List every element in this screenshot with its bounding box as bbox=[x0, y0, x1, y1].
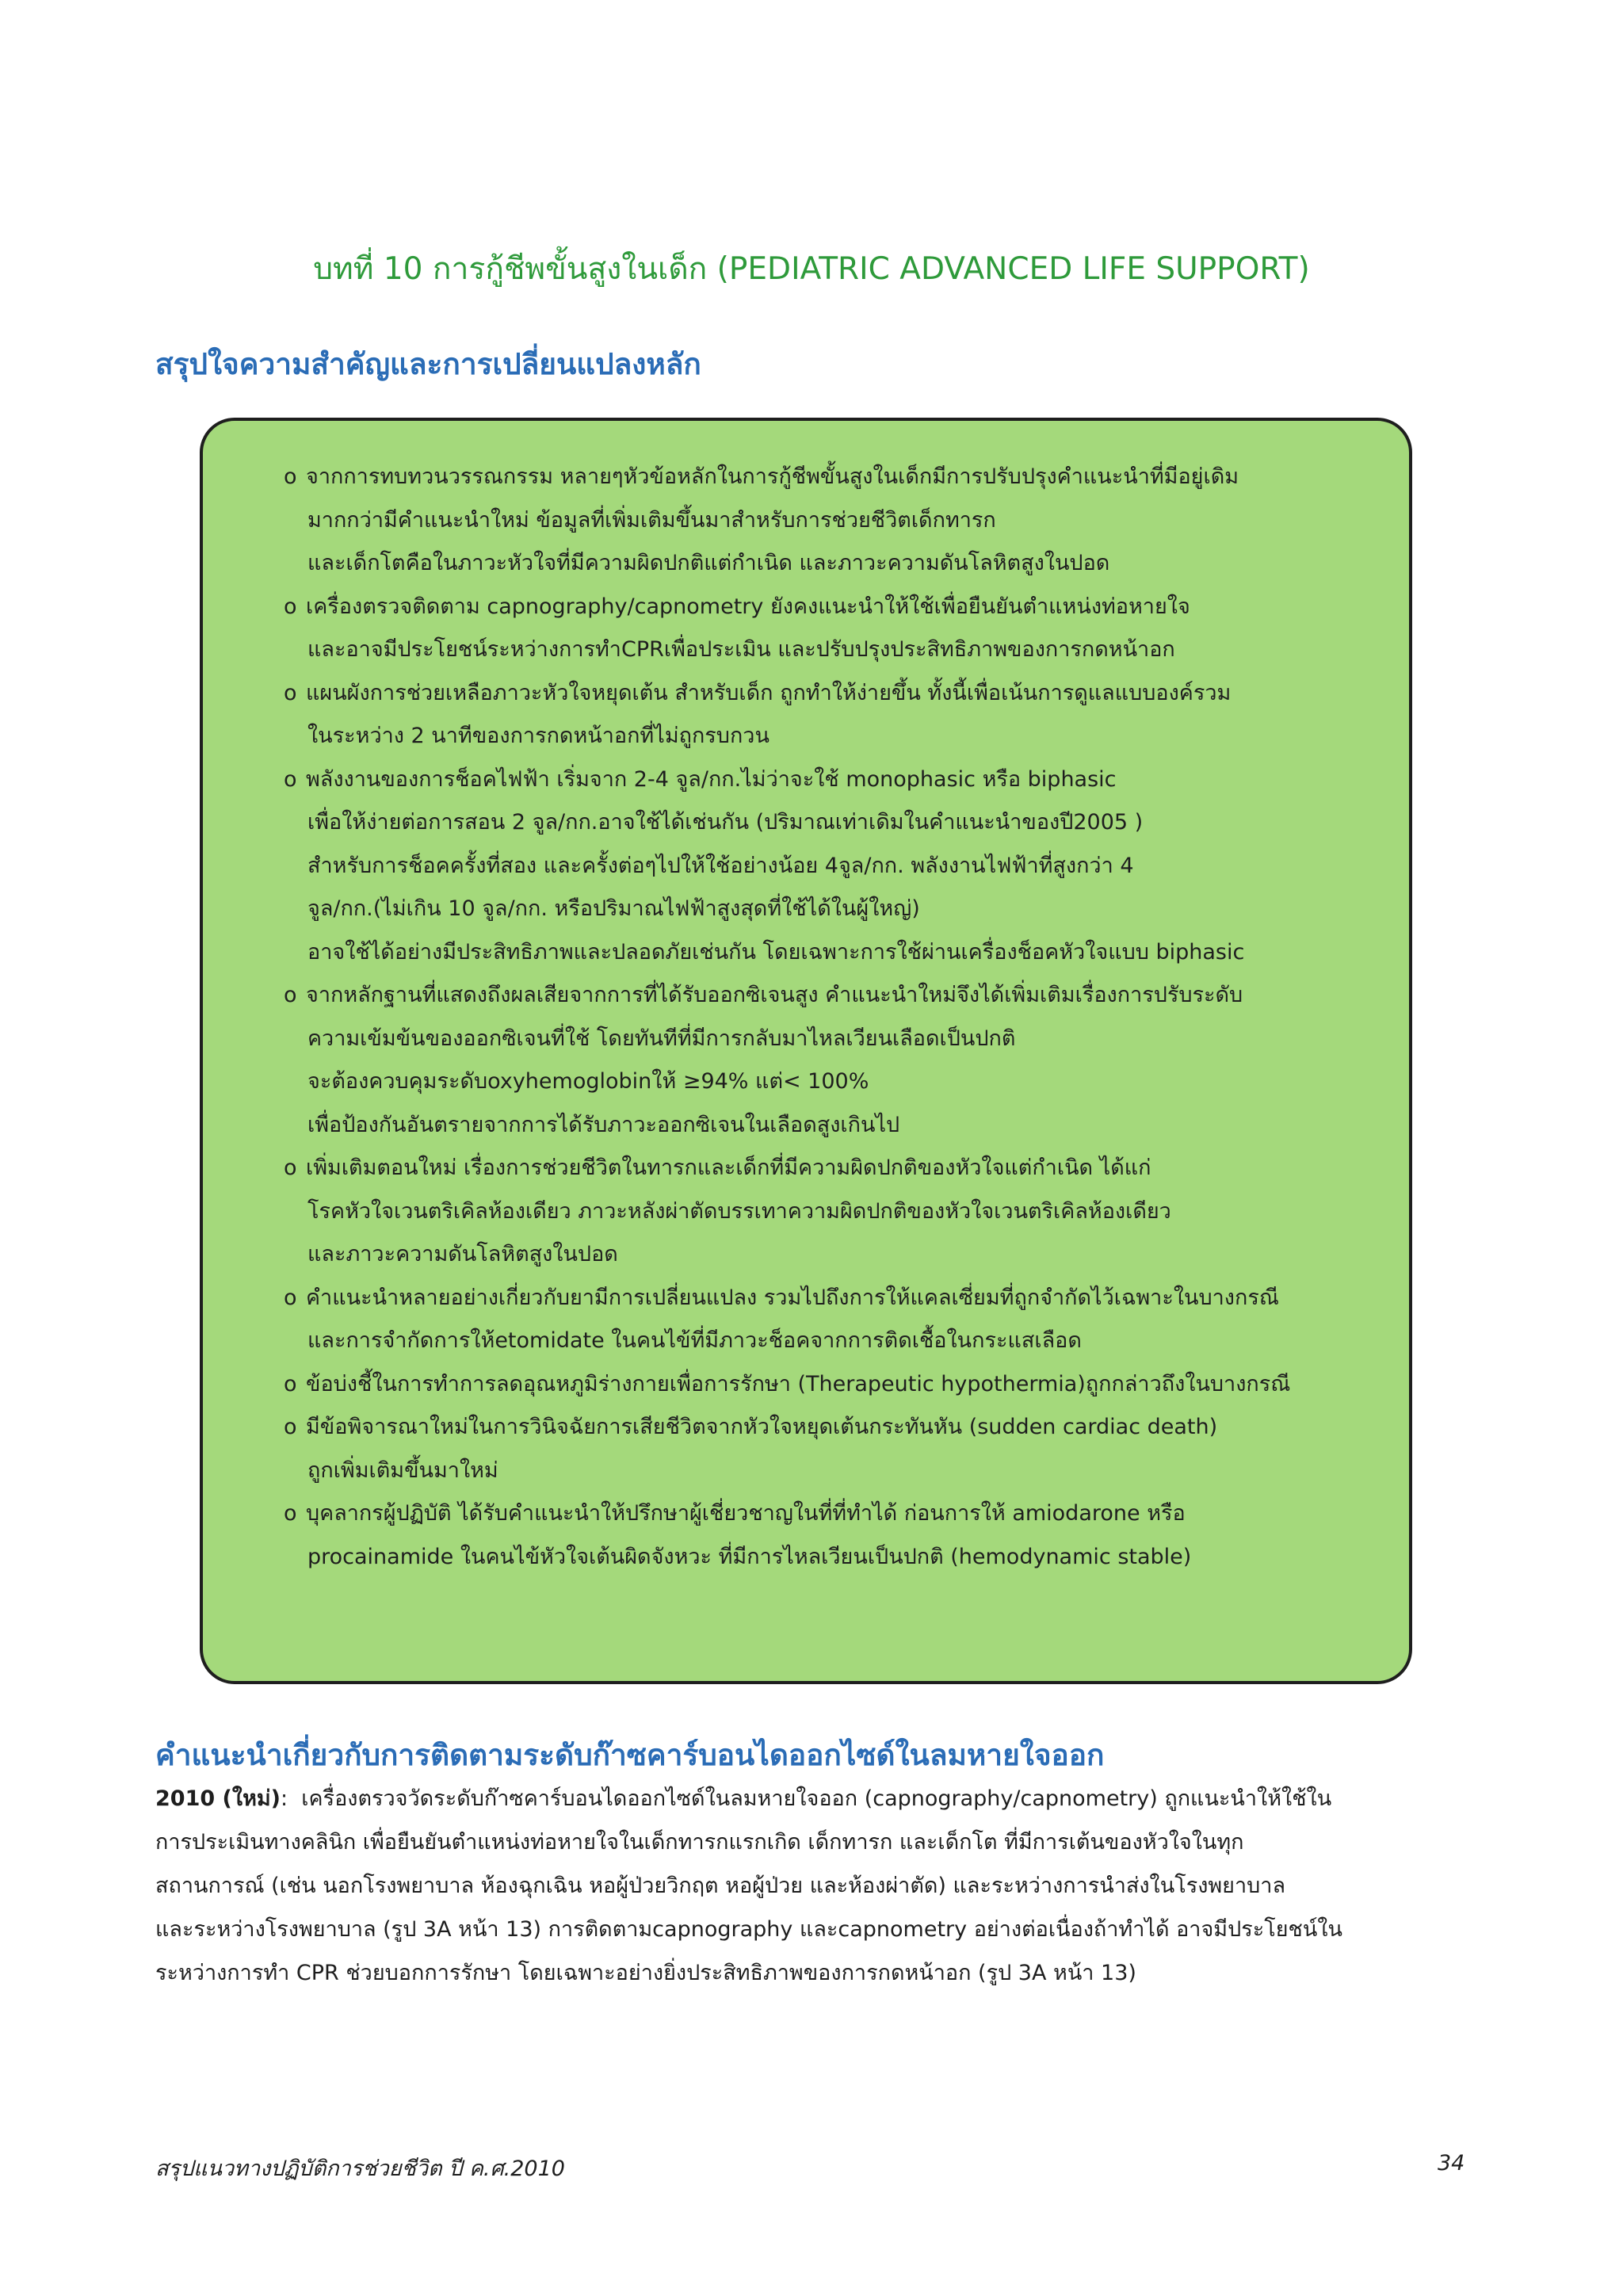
bullet-line: ความเข้มข้นของออกซิเจนที่ใช้ โดยทันทีที่มีการกลับมาไหลเวียนเลือดเป็นปกติ bbox=[307, 1026, 1016, 1051]
bullet-line: มากกว่ามีคำแนะนำใหม่ ข้อมูลที่เพิ่มเติมขึ้นมาสำหรับการช่วยชีวิตเด็กทารก bbox=[307, 507, 996, 533]
footer-title: สรุปแนวทางปฏิบัติการช่วยชีวิต ปี ค.ศ.2010 bbox=[155, 2157, 565, 2181]
bullet-marker-icon: o bbox=[284, 1156, 297, 1180]
bullet-line: อาจใช้ได้อย่างมีประสิทธิภาพและปลอดภัยเช่นกัน โดยเฉพาะการใช้ผ่านเครื่องช็อคหัวใจแบบ biphasic bbox=[307, 939, 1245, 965]
bullet-line: procainamide ในคนไข้หัวใจเต้นผิดจังหวะ ที่มีการไหลเวียนเป็นปกติ (hemodynamic stable) bbox=[307, 1544, 1192, 1569]
bullet-line: ข้อบ่งชี้ในการทำการลดอุณหภูมิร่างกายเพื่อการรักษา (Therapeutic hypothermia)ถูกกล่าวถึงในบางกรณี bbox=[306, 1371, 1291, 1396]
bullet-line: และภาวะความดันโลหิตสูงในปอด bbox=[307, 1242, 618, 1266]
bullet-line: และการจำกัดการให้etomidate ในคนไข้ที่มีภาวะช็อคจากการติดเชื้อในกระแสเลือด bbox=[307, 1328, 1082, 1353]
summary-bullet bbox=[284, 1492, 1393, 1579]
summary-bullet bbox=[284, 1147, 1393, 1277]
paragraph-line: การประเมินทางคลินิก เพื่อยืนยันตำแหน่งท่อหายใจในเด็กทารกแรกเกิด เด็กทารก และเด็กโต ที่มีการเต้นของหัวใจในทุก bbox=[155, 1830, 1244, 1855]
paragraph-line: สถานการณ์ (เช่น นอกโรงพยาบาล ห้องฉุกเฉิน หอผู้ป่วยวิกฤต หอผู้ป่วย และห้องผ่าตัด) และระหว่างการนำส่งในโรงพยาบาล bbox=[155, 1874, 1286, 1898]
paragraph-line: เครื่องตรวจวัดระดับก๊าซคาร์บอนไดออกไซด์ในลมหายใจออก (capnography/capnometry) ถูกแนะนำให้ใช้ใน bbox=[301, 1786, 1332, 1811]
bullet-line: โรคหัวใจเวนตริเคิลห้องเดียว ภาวะหลังผ่าตัดบรรเทาความผิดปกติของหัวใจเวนตริเคิลห้องเดียว bbox=[307, 1198, 1171, 1224]
recommendation-separator: : bbox=[281, 1786, 302, 1811]
bullet-marker-icon: o bbox=[284, 983, 297, 1007]
bullet-marker-icon: o bbox=[284, 464, 297, 489]
bullet-line: แผนผังการช่วยเหลือภาวะหัวใจหยุดเต้น สำหรับเด็ก ถูกทำให้ง่ายขึ้น ทั้งนี้เพื่อเน้นการดูแลแบบองค์รวม bbox=[306, 680, 1232, 705]
summary-bullet bbox=[284, 456, 1393, 586]
bullet-line: ถูกเพิ่มเติมขึ้นมาใหม่ bbox=[307, 1457, 498, 1483]
summary-bullet-list bbox=[284, 456, 1393, 1579]
summary-heading: สรุปใจความสำคัญและการเปลี่ยนแปลงหลัก bbox=[155, 347, 701, 381]
page-number: 34 bbox=[1438, 2151, 1465, 2176]
bullet-line: จะต้องควบคุมระดับoxyhemoglobinให้ ≥94% แต่< 100% bbox=[307, 1069, 869, 1094]
summary-bullet bbox=[284, 1363, 1393, 1407]
capnography-paragraph bbox=[155, 1777, 1503, 1995]
bullet-line: บุคลากรผู้ปฏิบัติ ได้รับคำแนะนำให้ปรึกษาผู้เชี่ยวชาญในที่ที่ทำได้ ก่อนการให้ amiodarone หรือ bbox=[306, 1501, 1186, 1526]
paragraph-line: และระหว่างโรงพยาบาล (รูป 3A หน้า 13) การติดตามcapnography และcapnometry อย่างต่อเนื่องถ้าทำได้ อาจมีประโยชน์ใน bbox=[155, 1917, 1342, 1942]
bullet-marker-icon: o bbox=[284, 1285, 297, 1310]
bullet-line: จากการทบทวนวรรณกรรม หลายๆหัวข้อหลักในการกู้ชีพขั้นสูงในเด็กมีการปรับปรุงคำแนะนำที่มีอยู่เดิม bbox=[306, 464, 1239, 489]
bullet-marker-icon: o bbox=[284, 766, 297, 792]
summary-bullet bbox=[284, 1277, 1393, 1363]
recommendation-year-label: 2010 (ใหม่) bbox=[155, 1786, 281, 1811]
bullet-line: เพิ่มเติมตอนใหม่ เรื่องการช่วยชีวิตในทารกและเด็กที่มีความผิดปกติของหัวใจแต่กำเนิด ได้แก่ bbox=[306, 1156, 1151, 1180]
bullet-line: เพื่อให้ง่ายต่อการสอน 2 จูล/กก.อาจใช้ได้เช่นกัน (ปริมาณเท่าเดิมในคำแนะนำของปี2005 ) bbox=[307, 810, 1144, 835]
summary-bullet bbox=[284, 586, 1393, 672]
bullet-marker-icon: o bbox=[284, 1415, 297, 1439]
paragraph-first-line bbox=[155, 1777, 1503, 1820]
bullet-line: เครื่องตรวจติดตาม capnography/capnometry ยังคงแนะนำให้ใช้เพื่อยืนยันตำแหน่งท่อหายใจ bbox=[306, 594, 1190, 619]
bullet-marker-icon: o bbox=[284, 594, 297, 619]
summary-box bbox=[200, 418, 1412, 1684]
bullet-line: คำแนะนำหลายอย่างเกี่ยวกับยามีการเปลี่ยนแปลง รวมไปถึงการให้แคลเซี่ยมที่ถูกจำกัดไว้เฉพาะในบางกรณี bbox=[306, 1285, 1279, 1310]
bullet-line: จากหลักฐานที่แสดงถึงผลเสียจากการที่ได้รับออกซิเจนสูง คำแนะนำใหม่จึงได้เพิ่มเติมเรื่องการปรับระดับ bbox=[306, 983, 1243, 1007]
bullet-line: พลังงานของการช็อคไฟฟ้า เริ่มจาก 2-4 จูล/กก.ไม่ว่าจะใช้ monophasic หรือ biphasic bbox=[306, 766, 1117, 792]
bullet-line: จูล/กก.(ไม่เกิน 10 จูล/กก. หรือปริมาณไฟฟ้าสูงสุดที่ใช้ได้ในผู้ใหญ่) bbox=[307, 896, 920, 921]
bullet-marker-icon: o bbox=[284, 1501, 297, 1526]
summary-bullet bbox=[284, 1406, 1393, 1492]
paragraph-line: ระหว่างการทำ CPR ช่วยบอกการรักษา โดยเฉพาะอย่างยิ่งประสิทธิภาพของการกดหน้าอก (รูป 3A หน้า 13) bbox=[155, 1961, 1136, 1985]
capnography-heading: คำแนะนำเกี่ยวกับการติดตามระดับก๊าซคาร์บอนไดออกไซด์ในลมหายใจออก bbox=[155, 1738, 1105, 1772]
bullet-marker-icon: o bbox=[284, 1371, 297, 1396]
bullet-marker-icon: o bbox=[284, 680, 297, 705]
summary-bullet bbox=[284, 974, 1393, 1147]
chapter-title: บทที่ 10 การกู้ชีพขั้นสูงในเด็ก (PEDIATRIC ADVANCED LIFE SUPPORT) bbox=[313, 251, 1310, 287]
bullet-line: ในระหว่าง 2 นาทีของการกดหน้าอกที่ไม่ถูกรบกวน bbox=[307, 724, 769, 748]
bullet-line: และเด็กโตคือในภาวะหัวใจที่มีความผิดปกติแต่กำเนิด และภาวะความดันโลหิตสูงในปอด bbox=[307, 551, 1110, 575]
bullet-line: และอาจมีประโยชน์ระหว่างการทำCPRเพื่อประเมิน และปรับปรุงประสิทธิภาพของการกดหน้าอก bbox=[307, 637, 1175, 662]
summary-bullet bbox=[284, 758, 1393, 975]
bullet-line: เพื่อป้องกันอันตรายจากการได้รับภาวะออกซิเจนในเลือดสูงเกินไป bbox=[307, 1112, 900, 1137]
summary-bullet bbox=[284, 672, 1393, 758]
bullet-line: สำหรับการช็อคครั้งที่สอง และครั้งต่อๆไปให้ใช้อย่างน้อย 4จูล/กก. พลังงานไฟฟ้าที่สูงกว่า 4 bbox=[307, 853, 1134, 878]
bullet-line: มีข้อพิจารณาใหม่ในการวินิจฉัยการเสียชีวิตจากหัวใจหยุดเต้นกระทันหัน (sudden cardiac death) bbox=[306, 1415, 1218, 1439]
